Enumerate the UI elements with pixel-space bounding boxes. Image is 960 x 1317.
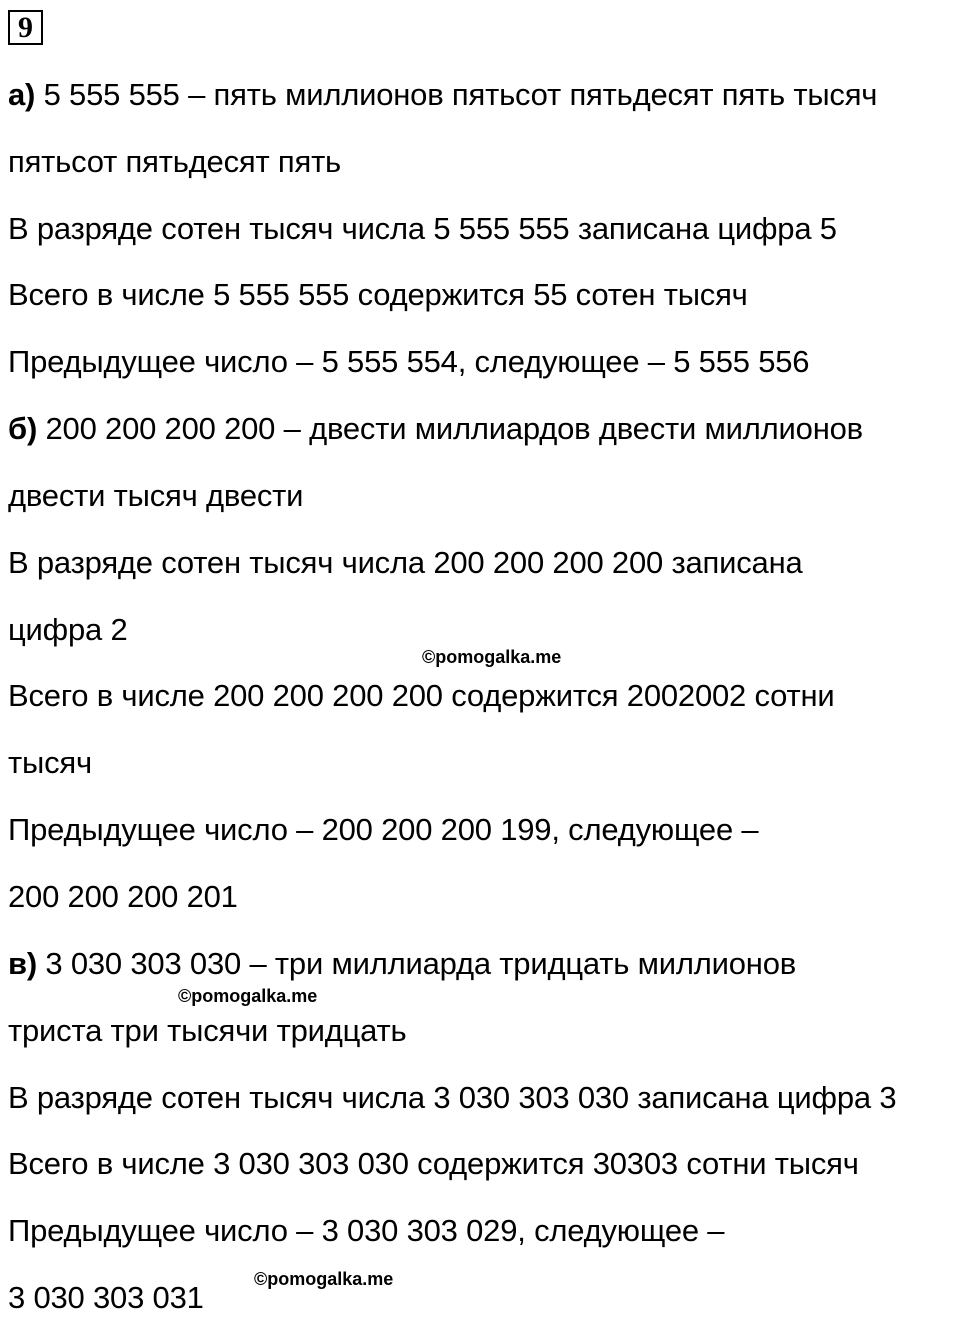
section-b-line-1: двести тысяч двести	[8, 478, 304, 513]
section-b-heading	[8, 411, 863, 447]
section-a-line-2: В разряде сотен тысяч числа 5 555 555 записана цифра 5	[8, 211, 837, 246]
section-c-line-2: В разряде сотен тысяч числа 3 030 303 030 записана цифра 3	[8, 1080, 897, 1115]
section-c-heading	[8, 946, 796, 982]
section-b-line-2: В разряде сотен тысяч числа 200 200 200 200 записана	[8, 545, 803, 580]
section-b-line-4: Всего в числе 200 200 200 200 содержится 2002002 сотни	[8, 678, 835, 713]
section-a-line-4: Предыдущее число – 5 555 554, следующее – 5 555 556	[8, 344, 810, 379]
section-b-line-3: цифра 2	[8, 612, 128, 647]
section-c-line-5: 3 030 303 031	[8, 1280, 204, 1315]
watermark-2: ©pomogalka.me	[178, 986, 318, 1006]
section-c-line-1: триста три тысячи тридцать	[8, 1013, 407, 1048]
task-number: 9	[18, 10, 33, 44]
section-b-heading-text: 200 200 200 200 – двести миллиардов двести миллионов	[37, 411, 863, 446]
section-c-heading-text: 3 030 303 030 – три миллиарда тридцать миллионов	[36, 946, 797, 981]
section-a-line-1: пятьсот пятьдесят пять	[8, 144, 342, 179]
section-a-line-3: Всего в числе 5 555 555 содержится 55 сотен тысяч	[8, 277, 748, 312]
section-c-line-4: Предыдущее число – 3 030 303 029, следующее –	[8, 1213, 725, 1248]
watermark-1: ©pomogalka.me	[422, 647, 562, 667]
section-a-heading-text: 5 555 555 – пять миллионов пятьсот пятьдесят пять тысяч	[35, 77, 878, 112]
section-c-label: в)	[8, 946, 37, 981]
section-b-line-5: тысяч	[8, 745, 92, 780]
section-a-heading	[8, 77, 877, 113]
section-a-label: а)	[8, 77, 36, 112]
section-b-label: б)	[8, 411, 38, 446]
section-b-line-7: 200 200 200 201	[8, 879, 238, 914]
task-number-box	[8, 10, 43, 45]
section-b-line-6: Предыдущее число – 200 200 200 199, следующее –	[8, 812, 759, 847]
watermark-3: ©pomogalka.me	[254, 1269, 394, 1289]
section-c-line-3: Всего в числе 3 030 303 030 содержится 30303 сотни тысяч	[8, 1146, 859, 1181]
